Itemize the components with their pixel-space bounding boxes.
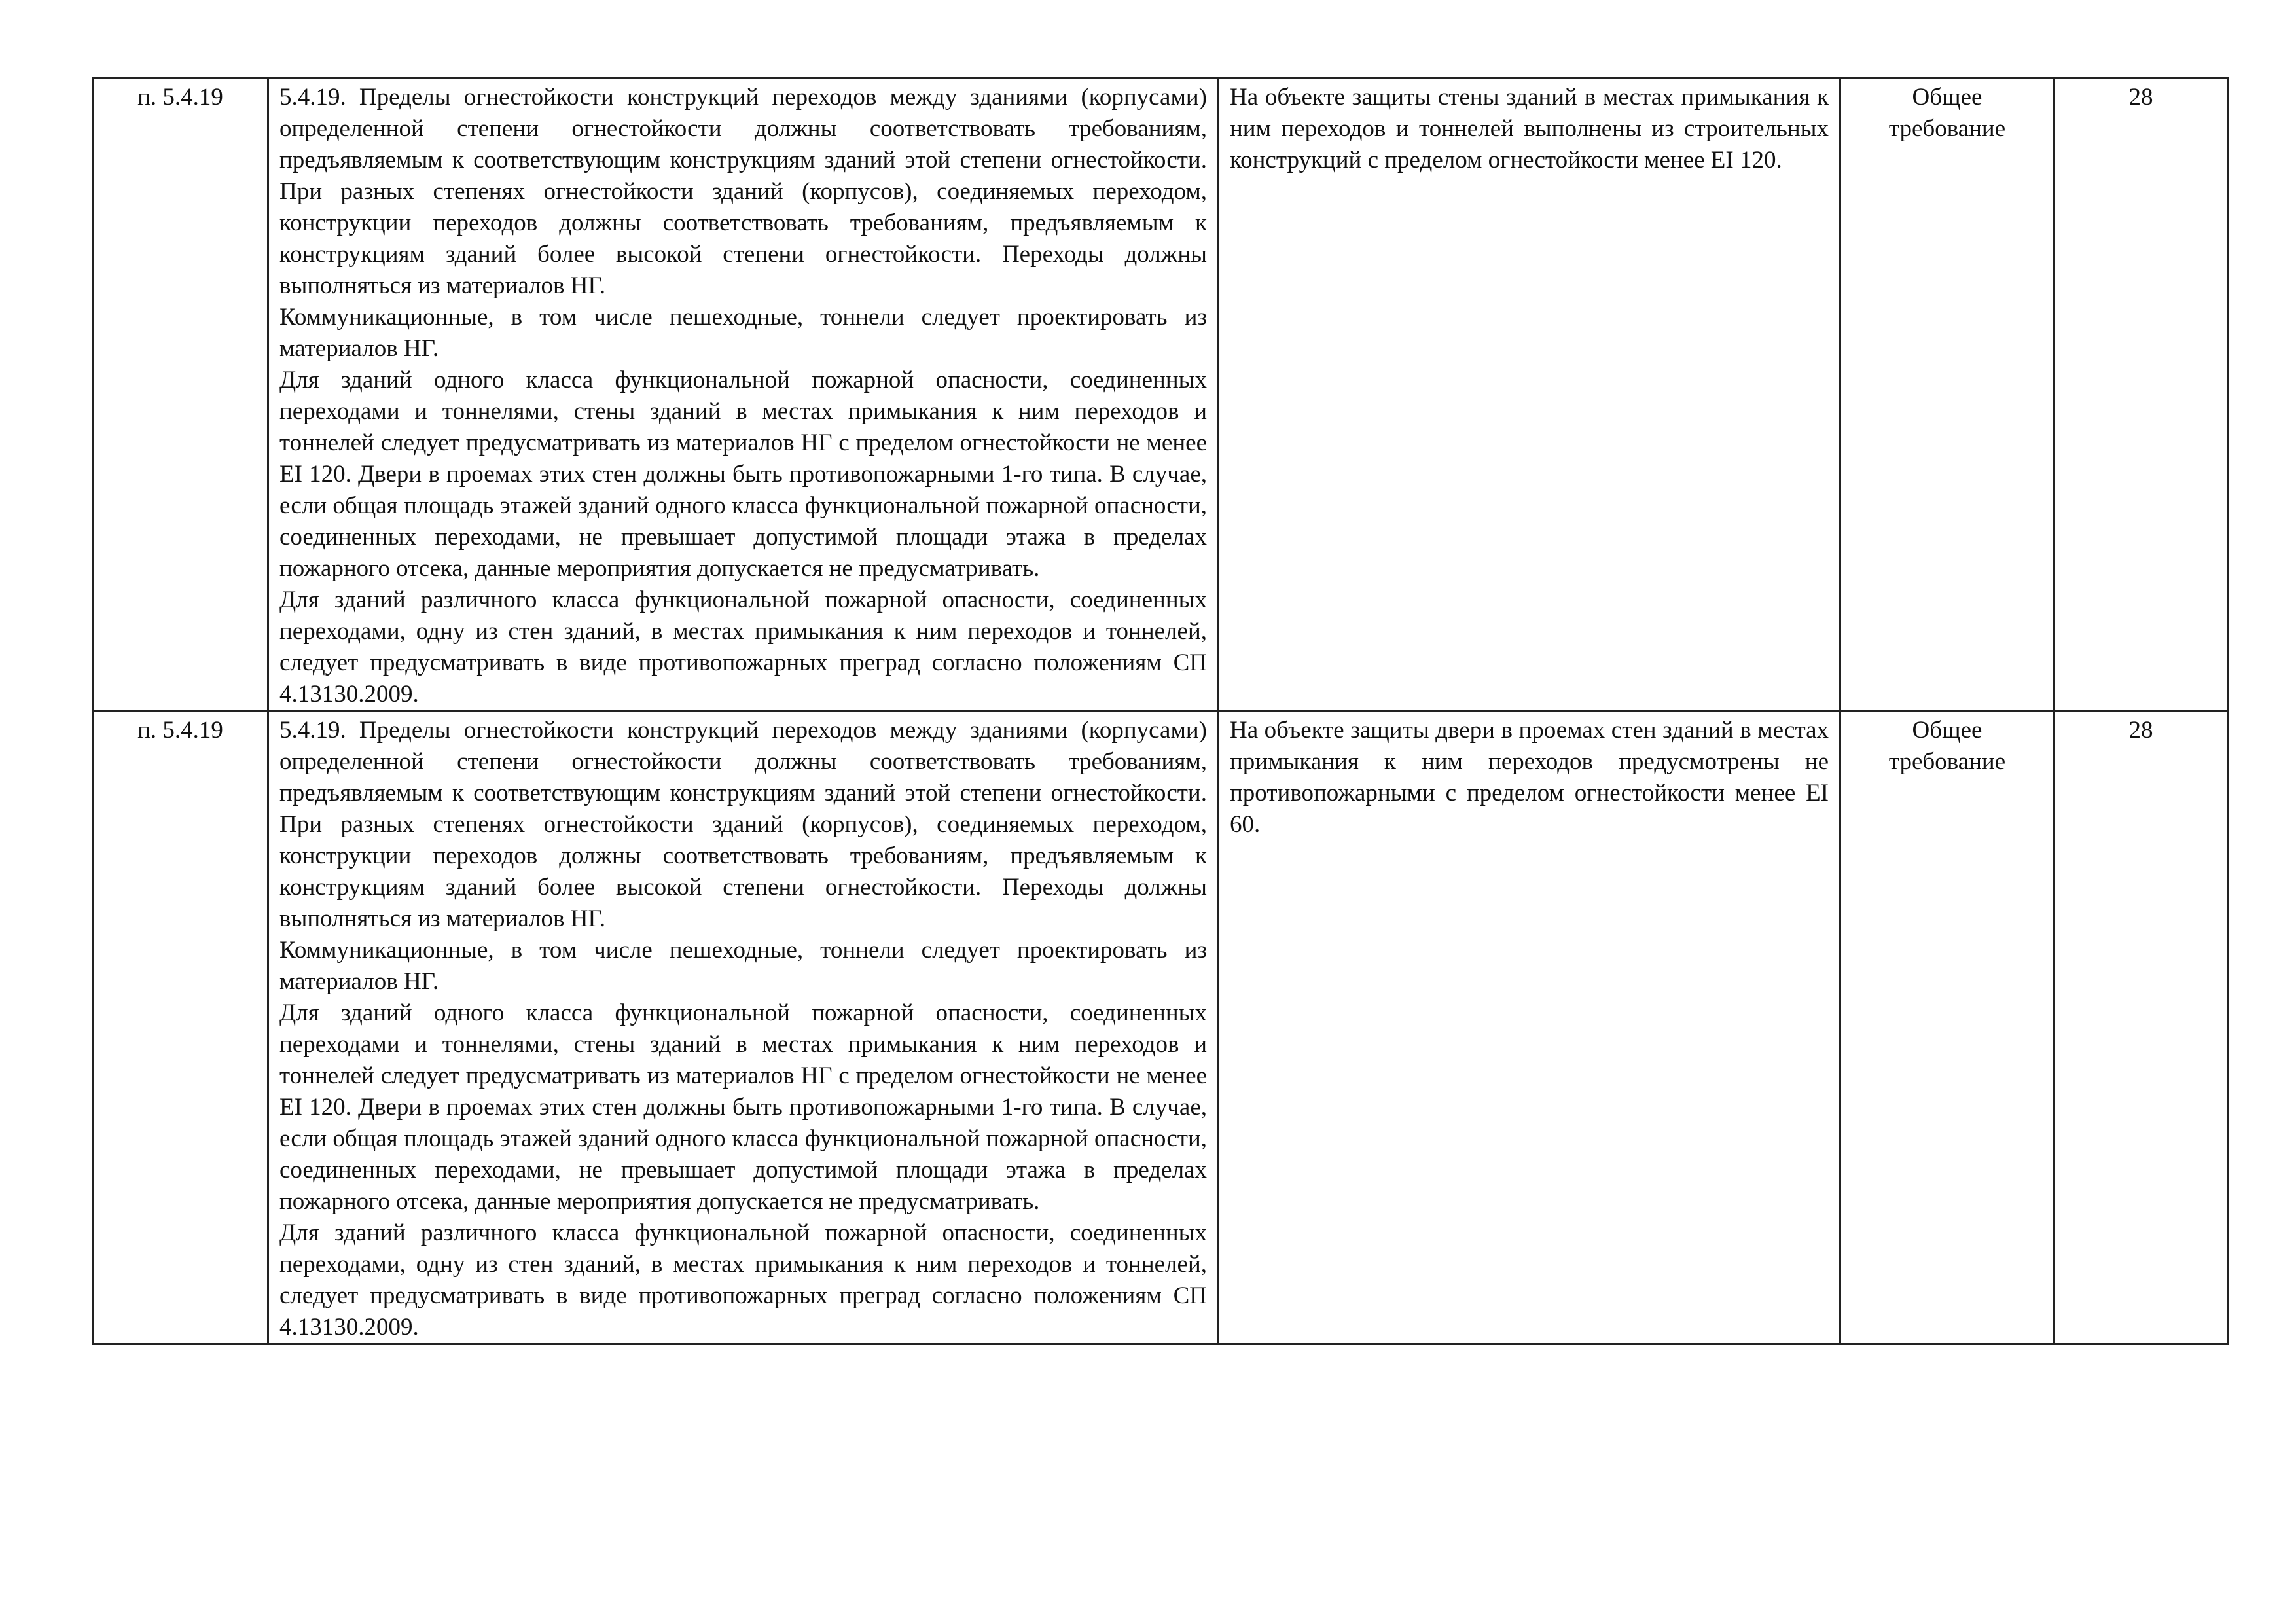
requirement-paragraph: Для зданий одного класса функциональной пожарной опасности, соединенных переходами и тоннелями, стены зданий в местах примыкания к ним переходов и тоннелей следует предусматривать из материалов НГ с пределом огнестойкости не менее EI 120. Двери в проемах этих стен должны быть противопожарными 1-го типа. В случае, если общая площадь этажей зданий одного класса функциональной пожарной опасности, соединенных переходами, не превышает допустимой площади этажа в пределах пожарного отсека, данные мероприятия допускается не предусматривать. (279, 367, 1207, 582)
page-number: 28 (2128, 717, 2153, 744)
clause-reference-cell (93, 79, 268, 712)
page-number-cell (2054, 79, 2228, 712)
requirement-type: Общее требование (1888, 717, 2006, 775)
requirement-text-cell (268, 79, 1219, 712)
requirements-table (92, 77, 2229, 1345)
requirement-text-cell (268, 712, 1219, 1344)
requirement-type-cell (1840, 712, 2054, 1344)
clause-reference-cell (93, 712, 268, 1344)
requirement-paragraph: Для зданий различного класса функциональной пожарной опасности, соединенных переходами, одну из стен зданий, в местах примыкания к ним переходов и тоннелей, следует предусматривать в виде противопожарных преград согласно положениям СП 4.13130.2009. (279, 1219, 1207, 1341)
table-row (93, 79, 2228, 712)
requirement-paragraph: Коммуникационные, в том числе пешеходные, тоннели следует проектировать из материалов НГ. (279, 304, 1207, 362)
violation-description: На объекте защиты двери в проемах стен зданий в местах примыкания к ним переходов предусмотрены не противопожарными с пределом огнестойкости менее EI 60. (1230, 717, 1829, 838)
requirement-type: Общее требование (1888, 84, 2006, 142)
requirement-paragraph: Коммуникационные, в том числе пешеходные, тоннели следует проектировать из материалов НГ. (279, 937, 1207, 995)
clause-reference: п. 5.4.19 (137, 84, 223, 111)
requirement-paragraph: Для зданий различного класса функциональной пожарной опасности, соединенных переходами, одну из стен зданий, в местах примыкания к ним переходов и тоннелей, следует предусматривать в виде противопожарных преград согласно положениям СП 4.13130.2009. (279, 586, 1207, 708)
requirement-type-cell (1840, 79, 2054, 712)
violation-description-cell (1219, 79, 1840, 712)
violation-description-cell (1219, 712, 1840, 1344)
page-number: 28 (2128, 84, 2153, 111)
requirement-paragraph: Для зданий одного класса функциональной пожарной опасности, соединенных переходами и тоннелями, стены зданий в местах примыкания к ним переходов и тоннелей следует предусматривать из материалов НГ с пределом огнестойкости не менее EI 120. Двери в проемах этих стен должны быть противопожарными 1-го типа. В случае, если общая площадь этажей зданий одного класса функциональной пожарной опасности, соединенных переходами, не превышает допустимой площади этажа в пределах пожарного отсека, данные мероприятия допускается не предусматривать. (279, 1000, 1207, 1215)
requirement-paragraph: 5.4.19. Пределы огнестойкости конструкций переходов между зданиями (корпусами) определенной степени огнестойкости должны соответствовать требованиям, предъявляемым к соответствующим конструкциям зданий этой степени огнестойкости. При разных степенях огнестойкости зданий (корпусов), соединяемых переходом, конструкции переходов должны соответствовать требованиям, предъявляемым к конструкциям зданий более высокой степени огнестойкости. Переходы должны выполняться из материалов НГ. (279, 717, 1207, 932)
page-number-cell (2054, 712, 2228, 1344)
clause-reference: п. 5.4.19 (137, 717, 223, 744)
violation-description: На объекте защиты стены зданий в местах примыкания к ним переходов и тоннелей выполнены из строительных конструкций с пределом огнестойкости менее EI 120. (1230, 84, 1829, 173)
requirement-paragraph: 5.4.19. Пределы огнестойкости конструкций переходов между зданиями (корпусами) определенной степени огнестойкости должны соответствовать требованиям, предъявляемым к соответствующим конструкциям зданий этой степени огнестойкости. При разных степенях огнестойкости зданий (корпусов), соединяемых переходом, конструкции переходов должны соответствовать требованиям, предъявляемым к конструкциям зданий более высокой степени огнестойкости. Переходы должны выполняться из материалов НГ. (279, 84, 1207, 299)
table-row (93, 712, 2228, 1344)
